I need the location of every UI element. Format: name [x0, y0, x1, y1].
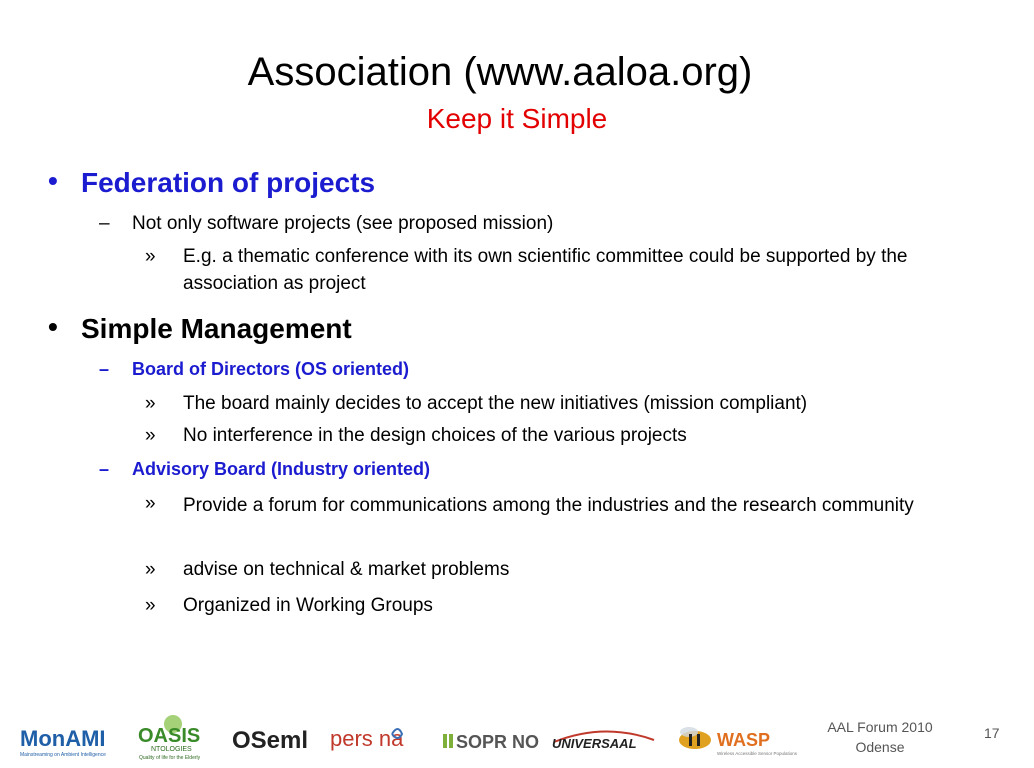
- logo-strip: [18, 712, 808, 762]
- item-text: E.g. a thematic conference with its own scientific committee could be supported by the association as project: [183, 246, 908, 294]
- item-text: Provide a forum for communications among the industries and the research community: [183, 495, 914, 516]
- wasp-wordmark: WASP: [717, 730, 771, 750]
- dash-icon: –: [99, 359, 110, 379]
- monami-logo: [18, 712, 118, 762]
- oseml-wordmark: OSeml: [232, 727, 309, 754]
- bullet-text: Federation of projects: [81, 167, 376, 198]
- soprano-wordmark: SOPR NO: [456, 732, 540, 752]
- footer-line-1: AAL Forum 2010: [827, 719, 933, 735]
- page-number: 17: [984, 725, 1000, 741]
- persona-wordmark: pers na: [330, 726, 404, 751]
- monami-tagline: Mainstreaming on Ambient Intelligence: [20, 752, 106, 758]
- sub-bullet-text: Not only software projects (see proposed mission): [132, 213, 554, 234]
- footer-event: [815, 717, 945, 757]
- wasp-tagline: Wireless Accessible Sensor Populations: [717, 751, 798, 756]
- item-text: No interference in the design choices of the various projects: [183, 425, 687, 446]
- oasis-wordmark: OASIS: [138, 725, 201, 747]
- raquo-icon: »: [145, 246, 156, 267]
- raquo-icon: »: [145, 595, 156, 616]
- bullet-text: Simple Management: [81, 313, 352, 344]
- dash-icon: –: [99, 459, 110, 479]
- raquo-icon: »: [145, 559, 156, 580]
- item-text: Organized in Working Groups: [183, 595, 433, 616]
- footer-line-2: Odense: [855, 739, 905, 755]
- universaal-logo: [548, 712, 660, 762]
- oasis-tagline: Quality of life for the Elderly: [139, 755, 201, 761]
- slide-subtitle: Keep it Simple: [426, 103, 608, 134]
- dash-icon: –: [99, 213, 110, 234]
- raquo-icon: »: [145, 393, 156, 414]
- oseml-logo: [230, 712, 315, 762]
- oasis-subtitle: NTOLOGIES: [151, 746, 192, 753]
- raquo-icon: »: [145, 493, 156, 514]
- wasp-logo: [673, 712, 798, 762]
- slide-title: Association (www.aaloa.org): [247, 50, 753, 94]
- persona-logo: [328, 712, 428, 762]
- oasis-logo: [133, 712, 213, 762]
- monami-wordmark: MonAMI: [20, 726, 106, 751]
- bullet-dot-icon: •: [48, 165, 58, 196]
- bullet-dot-icon: •: [48, 311, 58, 342]
- sub-bullet-text: Advisory Board (Industry oriented): [132, 459, 431, 479]
- item-text: advise on technical & market problems: [183, 559, 510, 580]
- universaal-wordmark: UNIVERSAAL: [552, 736, 637, 751]
- sub-bullet-text: Board of Directors (OS oriented): [132, 359, 410, 379]
- raquo-icon: »: [145, 425, 156, 446]
- item-text: The board mainly decides to accept the new initiatives (mission compliant): [183, 393, 808, 414]
- soprano-logo: [441, 712, 541, 762]
